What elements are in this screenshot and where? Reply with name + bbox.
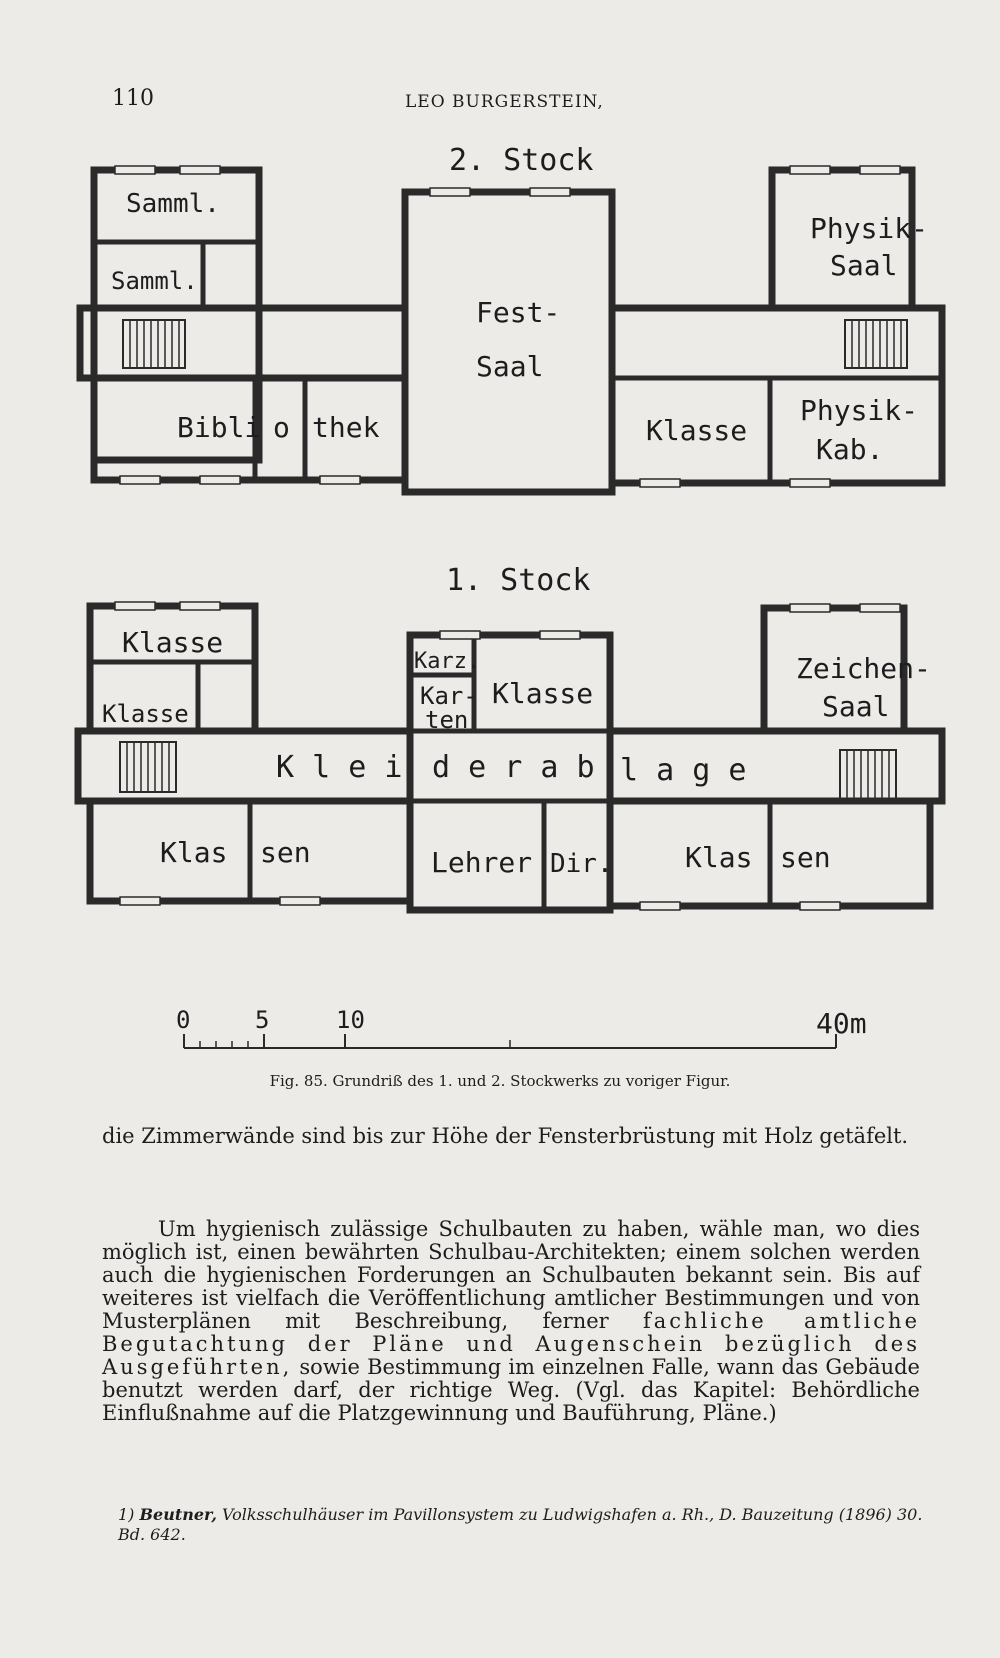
room-label: Klasse	[492, 677, 594, 710]
first-floor-plan	[78, 563, 942, 910]
scale-label-0: 0	[176, 1006, 191, 1034]
room-label: Zeichen-	[796, 652, 931, 685]
room-label: Klas	[160, 836, 228, 869]
room-label: Fest-	[476, 296, 561, 329]
corridor-label: K l e i	[276, 750, 403, 785]
scale-bar	[176, 1006, 867, 1048]
paragraph-1: die Zimmerwände sind bis zur Höhe der Fensterbrüstung mit Holz getäfelt.	[102, 1124, 909, 1148]
room-label: Kab.	[816, 433, 884, 466]
room-label: Karz.	[414, 649, 481, 674]
room-label: thek	[312, 411, 380, 444]
room-label: Samml.	[111, 267, 198, 295]
first-floor-title: 1. Stock	[446, 563, 591, 598]
footnote	[118, 1505, 923, 1545]
room-label: Kar-	[420, 682, 478, 710]
scale-label-10: 10	[336, 1006, 365, 1034]
room-label: ten	[425, 706, 469, 734]
footnote-author: Beutner,	[139, 1505, 217, 1524]
room-label: Klasse	[122, 626, 224, 659]
second-floor-title: 2. Stock	[449, 143, 594, 178]
corridor-label: d e r a b	[432, 750, 595, 785]
room-label: o	[273, 411, 290, 444]
paragraph-2-emphasis: fachliche amtliche Begutachtung der Pläne und Augenschein bezüglich des Ausgeführten,	[102, 1309, 920, 1379]
room-label: Physik-	[810, 212, 929, 245]
corridor-label: l a g e	[620, 753, 747, 788]
second-floor-plan	[80, 143, 942, 492]
room-label: Dir.	[550, 849, 613, 879]
room-label: Saal	[476, 350, 544, 383]
paragraph-2-part-a: Um hygienisch zulässige Schulbauten zu haben, wähle man, wo dies möglich ist, einen bewährten Schulbau-Architekten; einem solchen werden auch die hygienischen Forderungen an Schulbauten bekannt sein. Bis auf weiteres ist vielfach die Veröffentlichung amtlicher Bestimmungen und von Musterplänen mit Beschreibung, ferner	[102, 1217, 920, 1333]
running-header: LEO BURGERSTEIN,	[405, 92, 604, 112]
page-number: 110	[112, 86, 154, 111]
room-label: Saal	[830, 249, 898, 282]
room-label: Klas	[685, 841, 753, 874]
paragraph-2-part-c: sowie Bestimmung im einzelnen Falle, wann das Gebäude benutzt werden darf, der richtige Weg. (Vgl. das Kapitel: Behördliche Einflußnahme auf die Platzgewinnung und Bauführung, Pläne.)	[102, 1355, 920, 1425]
room-label: sen	[780, 841, 831, 874]
paragraph-2	[102, 1218, 920, 1425]
room-label: Saal	[822, 690, 890, 723]
room-label: Samml.	[126, 189, 220, 219]
room-label: sen	[260, 836, 311, 869]
room-label: Bibli	[177, 411, 262, 444]
footnote-text: Volksschulhäuser im Pavillonsystem zu Ludwigshafen a. Rh., D. Bauzeitung (1896) 30. Bd. 642.	[118, 1505, 923, 1544]
scale-label-5: 5	[255, 1006, 270, 1034]
room-label: Physik-	[800, 394, 919, 427]
room-label: Lehrer	[431, 846, 533, 879]
scale-label-40: 40m	[816, 1007, 867, 1040]
floor-plan-figure	[0, 130, 1000, 1080]
footnote-marker: 1)	[118, 1505, 135, 1524]
room-label: Klasse	[646, 414, 748, 447]
room-label: Klasse	[102, 700, 189, 728]
figure-caption: Fig. 85. Grundriß des 1. und 2. Stockwerks zu voriger Figur.	[269, 1072, 731, 1090]
